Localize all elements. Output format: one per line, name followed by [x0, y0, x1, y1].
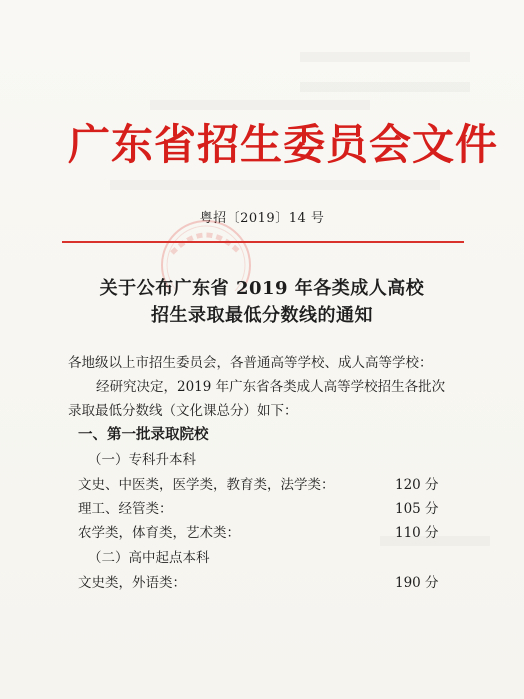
intro-paragraph-line-1: 经研究决定，2019 年广东省各类成人高等学校招生各批次 — [96, 379, 446, 395]
score-row-value: 105 分 — [395, 501, 439, 517]
notice-title-line-2: 招生录取最低分数线的通知 — [151, 305, 373, 326]
score-row-label: 文史类，外语类： — [78, 575, 186, 591]
score-row-label: 文史、中医类，医学类，教育类，法学类： — [78, 477, 335, 493]
document-number: 粤招〔2019〕14 号 — [199, 211, 325, 226]
bleed-through-mark — [300, 82, 470, 92]
score-row-value: 190 分 — [395, 575, 439, 591]
issuing-authority-title: 广东省招生委员会文件 — [68, 120, 499, 169]
intro-paragraph-line-2: 录取最低分数线（文化课总分）如下： — [68, 403, 298, 419]
score-row-value: 110 分 — [395, 525, 439, 541]
subsection-heading: （二）高中起点本科 — [88, 550, 210, 566]
score-row-value: 120 分 — [395, 477, 439, 493]
addressee-line: 各地级以上市招生委员会，各普通高等学校、成人高等学校： — [68, 355, 433, 371]
bleed-through-mark — [110, 180, 440, 190]
notice-title-line-1: 关于公布广东省 2019 年各类成人高校 — [99, 278, 425, 299]
subsection-heading: （一）专科升本科 — [88, 452, 196, 468]
score-row-label: 理工、经管类： — [78, 501, 173, 517]
bleed-through-mark — [300, 52, 470, 62]
section-heading: 一、第一批录取院校 — [78, 426, 209, 443]
score-row-label: 农学类，体育类，艺术类： — [78, 525, 240, 541]
red-divider-rule — [62, 241, 464, 243]
bleed-through-mark — [150, 100, 370, 110]
